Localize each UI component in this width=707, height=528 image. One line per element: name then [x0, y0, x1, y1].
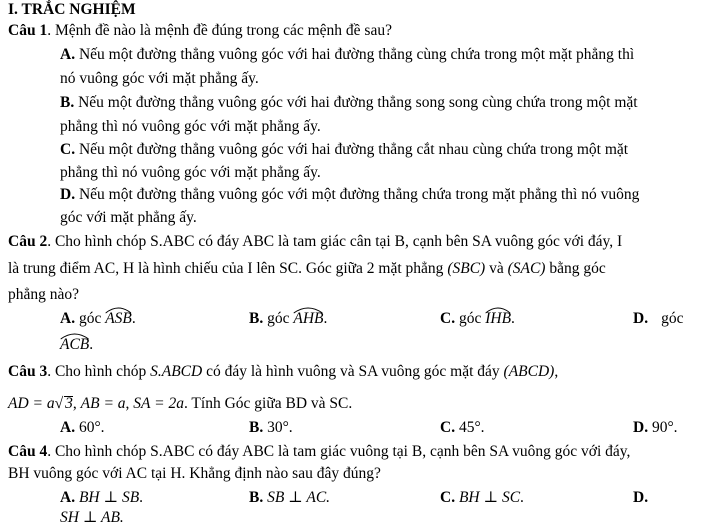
- option-b-value: SB ⊥ AC.: [267, 489, 331, 506]
- period: .: [511, 310, 515, 327]
- option-d-label: D.: [60, 186, 76, 203]
- question-2-text-3: bằng góc: [545, 260, 606, 277]
- question-1-option-a[interactable]: [60, 45, 688, 65]
- comma: ,: [125, 395, 130, 412]
- period: .: [139, 489, 144, 506]
- ad-length: AD = a: [8, 395, 55, 412]
- option-d-value: SH ⊥ AB.: [60, 509, 124, 526]
- angle-ahb: [293, 306, 323, 326]
- question-3-stem-line2: [8, 394, 352, 414]
- question-4-text: . Cho hình chóp S.ABC có đáy ABC là tam giác vuông tại B, cạnh bên SA vuông góc với đáy,: [47, 443, 631, 460]
- question-3-text: . Cho hình chóp: [47, 363, 151, 380]
- sa-length: SA = 2a: [133, 395, 184, 412]
- question-4-stem: [8, 442, 630, 462]
- period: .: [131, 310, 136, 327]
- option-b-value: 30°.: [267, 419, 293, 436]
- question-4-label: Câu 4: [8, 443, 48, 460]
- option-a-value: BH ⊥ SB: [78, 489, 140, 506]
- option-c-label: C.: [440, 419, 456, 436]
- question-1-option-c-cont: phẳng thì nó vuông góc với mặt phẳng ấy.: [60, 164, 321, 181]
- question-3-label: Câu 3: [8, 363, 48, 380]
- angle-asb: [105, 306, 132, 326]
- sqrt-sign: √: [54, 395, 64, 412]
- option-d-value: 90°.: [651, 419, 678, 436]
- period: .: [89, 336, 94, 353]
- period: .: [323, 310, 328, 327]
- question-2-stem: [8, 232, 622, 252]
- question-2-option-d-cont: [60, 332, 93, 355]
- question-1-option-c[interactable]: [60, 140, 628, 160]
- plane-sbc: (SBC): [447, 260, 486, 277]
- option-d-label: D.: [633, 419, 649, 436]
- question-2-text-2: là trung điểm AC, H là hình chiếu của I lên SC. Góc giữa 2 mặt phẳng: [8, 260, 448, 277]
- angle-text: ACB: [60, 336, 90, 353]
- option-c-value: 45°.: [458, 419, 485, 436]
- question-3-option-d[interactable]: [633, 418, 678, 438]
- question-2-option-c[interactable]: [440, 306, 515, 329]
- conjunction: và: [485, 260, 508, 277]
- question-1-stem: [8, 21, 392, 41]
- question-2-text: . Cho hình chóp S.ABC có đáy ABC là tam giác cân tại B, cạnh bên SA vuông góc với đáy, I: [47, 233, 623, 250]
- option-b-label: B.: [249, 310, 264, 327]
- question-1-option-b[interactable]: [60, 93, 638, 113]
- comma: ,: [72, 395, 77, 412]
- question-1-option-d-cont: góc với mặt phẳng ấy.: [60, 209, 197, 226]
- option-a-label: A.: [60, 310, 76, 327]
- question-2-option-b[interactable]: [249, 306, 327, 329]
- question-4-option-c[interactable]: [440, 488, 524, 508]
- question-3-option-c[interactable]: [440, 418, 485, 438]
- question-4-option-a[interactable]: [60, 488, 143, 508]
- question-2-option-a[interactable]: [60, 306, 136, 329]
- question-3-text-2: có đáy là hình vuông và SA vuông góc mặt đáy: [202, 363, 504, 380]
- option-c-label: C.: [60, 141, 76, 158]
- option-d-label: D.: [633, 310, 649, 327]
- option-c-text: góc: [455, 310, 486, 327]
- option-b-text: Nếu một đường thẳng vuông góc với hai đường thẳng song song cùng chứa trong một mặt: [74, 94, 638, 111]
- question-2-label: Câu 2: [8, 233, 48, 250]
- option-a-label: A.: [60, 489, 76, 506]
- option-c-label: C.: [440, 489, 456, 506]
- question-4-option-b[interactable]: [249, 488, 330, 508]
- option-b-label: B.: [249, 489, 264, 506]
- comma: ,: [554, 363, 559, 380]
- question-4-stem-line2: BH vuông góc với AC tại H. Khẳng định nào sau đây đúng?: [8, 465, 381, 482]
- question-1-label: Câu 1: [8, 22, 48, 39]
- question-3-text-3: . Tính Góc giữa BD và SC.: [183, 395, 353, 412]
- option-b-label: B.: [60, 94, 75, 111]
- option-b-label: B.: [249, 419, 264, 436]
- option-a-label: A.: [60, 46, 76, 63]
- option-a-text: Nếu một đường thẳng vuông góc với hai đường thẳng cùng chứa trong một mặt phẳng thì: [75, 46, 635, 63]
- pyramid-name: S.ABCD: [150, 363, 203, 380]
- section-title: I. TRẮC NGHIỆM: [8, 1, 136, 18]
- option-c-value: BH ⊥ SC: [458, 489, 521, 506]
- question-1-text: . Mệnh đề nào là mệnh đề đúng trong các mệnh đề sau?: [47, 22, 392, 39]
- option-d-text: góc: [661, 310, 684, 327]
- sqrt-radicand: 3: [65, 395, 73, 412]
- angle-text: IHB: [485, 310, 512, 327]
- option-a-label: A.: [60, 419, 76, 436]
- question-1-option-a-cont: nó vuông góc với mặt phẳng ấy.: [60, 70, 259, 87]
- question-1-option-b-cont: phẳng thì nó vuông góc với mặt phẳng ấy.: [60, 118, 321, 135]
- ab-length: AB = a: [80, 395, 126, 412]
- question-2-stem-line3: phẳng nào?: [8, 286, 80, 303]
- question-3-option-a[interactable]: [60, 418, 105, 438]
- angle-acb: [60, 332, 89, 352]
- question-2-stem-line2: [8, 259, 606, 279]
- plane-sac: (SAC): [507, 260, 546, 277]
- question-4-option-d-cont: [60, 508, 124, 528]
- option-d-text: Nếu một đường thẳng vuông góc với một đường thẳng chứa trong mặt phẳng thì nó vuông: [75, 186, 640, 203]
- period: .: [520, 489, 524, 506]
- option-c-text: Nếu một đường thẳng vuông góc với hai đường thẳng cắt nhau cùng chứa trong một mặt: [75, 141, 629, 158]
- angle-text: AHB: [293, 310, 324, 327]
- question-4-option-d[interactable]: [633, 488, 648, 508]
- option-a-value: 60°.: [78, 419, 105, 436]
- option-b-text: góc: [263, 310, 294, 327]
- question-3-option-b[interactable]: [249, 418, 293, 438]
- question-2-option-d[interactable]: [633, 309, 683, 329]
- angle-text: ASB: [105, 310, 132, 327]
- base-plane: (ABCD): [503, 363, 555, 380]
- option-a-text: góc: [75, 310, 106, 327]
- question-1-option-d[interactable]: [60, 185, 639, 205]
- option-c-label: C.: [440, 310, 456, 327]
- option-d-label: D.: [633, 489, 649, 506]
- question-3-stem: [8, 362, 558, 382]
- angle-ihb: [485, 306, 511, 326]
